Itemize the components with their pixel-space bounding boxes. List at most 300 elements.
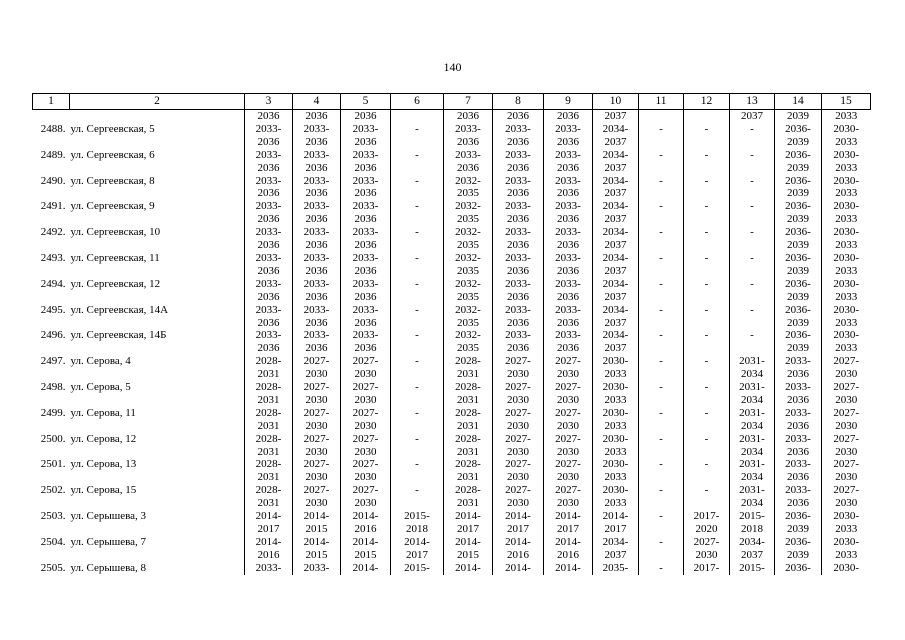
period-start: 2033- <box>544 226 593 239</box>
row-number: 2493. <box>40 251 66 264</box>
period-start: 2031- <box>730 484 775 497</box>
period-start: 2015- <box>730 562 775 575</box>
header-cell: 4 <box>293 94 341 110</box>
period-end: 2036 <box>444 136 493 149</box>
period-start: 2027- <box>822 433 871 446</box>
period-start: 2014- <box>293 510 341 523</box>
table-row <box>33 355 871 368</box>
period-start: 2033- <box>245 175 293 188</box>
period-end: 2034 <box>730 394 775 407</box>
period-start: 2036- <box>775 252 822 265</box>
period-start: 2027- <box>341 407 391 420</box>
period-start: 2032- <box>444 252 493 265</box>
period-end: 2033 <box>593 497 639 510</box>
period-end: 2037 <box>593 136 639 149</box>
period-end: 2030 <box>493 420 544 433</box>
period-start: - <box>639 562 684 575</box>
period-start: 2028- <box>245 381 293 394</box>
table-row-continued <box>33 162 871 175</box>
period-start: 2033- <box>245 123 293 136</box>
period-end: 2030 <box>822 420 871 433</box>
period-start: 2036- <box>775 226 822 239</box>
row-number: 2501. <box>40 458 66 471</box>
period-end <box>639 342 684 355</box>
table-row-continued <box>33 136 871 149</box>
period-start: 2014- <box>444 510 493 523</box>
period-start: 2030- <box>593 407 639 420</box>
period-end: 2031 <box>444 420 493 433</box>
period-start: - <box>391 149 444 162</box>
period-end: 2030 <box>544 446 593 459</box>
row-number: 2499. <box>40 406 66 419</box>
period-start: - <box>391 407 444 420</box>
row-number: 2504. <box>40 535 66 548</box>
period-start: 2033- <box>341 123 391 136</box>
header-cell: 3 <box>245 94 293 110</box>
period-end: 2036 <box>245 162 293 175</box>
period-end: 2036 <box>293 265 341 278</box>
period-end: 2030 <box>822 497 871 510</box>
period-end: 2030 <box>293 446 341 459</box>
period-start: - <box>639 123 684 136</box>
period-start: 2027- <box>293 407 341 420</box>
period-start: 2027- <box>822 484 871 497</box>
period-end: 2033 <box>822 291 871 304</box>
table-row <box>33 175 871 188</box>
period-end <box>639 213 684 226</box>
period-end: 2036 <box>775 446 822 459</box>
row-number: 2503. <box>40 510 66 523</box>
period-end: 2033 <box>593 368 639 381</box>
period-end: 2031 <box>444 497 493 510</box>
period-start: 2033- <box>544 252 593 265</box>
period-end: 2030 <box>544 471 593 484</box>
period-start: 2027- <box>493 355 544 368</box>
cell <box>33 239 70 252</box>
period-start: 2030- <box>822 304 871 317</box>
cell: 2036 <box>493 110 544 123</box>
street-address: ул. Сергеевская, 12 <box>70 277 161 290</box>
period-end: 2039 <box>775 187 822 200</box>
header-cell: 6 <box>391 94 444 110</box>
period-end: 2033 <box>593 471 639 484</box>
row-number: 2489. <box>40 148 66 161</box>
street-address: ул. Серышева, 3 <box>70 510 147 523</box>
period-end: 2035 <box>444 342 493 355</box>
period-start: 2027- <box>493 433 544 446</box>
street-address: ул. Сергеевская, 10 <box>70 226 161 239</box>
street-address: ул. Серова, 4 <box>70 355 131 368</box>
table-row <box>33 226 871 239</box>
table-row <box>33 200 871 213</box>
table-row <box>33 562 871 575</box>
period-start: 2027- <box>341 433 391 446</box>
period-end <box>639 394 684 407</box>
table-row <box>33 433 871 446</box>
period-start: 2033- <box>293 304 341 317</box>
cell: 2037 <box>593 110 639 123</box>
cell <box>33 394 70 407</box>
period-start: 2030- <box>822 226 871 239</box>
period-end: 2031 <box>245 497 293 510</box>
period-end: 2036 <box>245 317 293 330</box>
period-end <box>639 471 684 484</box>
period-start: 2028- <box>245 407 293 420</box>
period-start: - <box>684 226 730 239</box>
period-start: 2027- <box>544 484 593 497</box>
period-start: - <box>639 252 684 265</box>
period-start: - <box>730 304 775 317</box>
period-start: 2036- <box>775 175 822 188</box>
cell <box>70 291 245 304</box>
street-address: ул. Серышева, 8 <box>70 561 147 574</box>
period-end: 2030 <box>293 394 341 407</box>
period-end <box>730 265 775 278</box>
period-end: 2031 <box>245 420 293 433</box>
period-start: 2027- <box>341 381 391 394</box>
period-end <box>639 136 684 149</box>
header-cell: 2 <box>70 94 245 110</box>
row-number: 2505. <box>40 561 66 574</box>
period-start: 2034- <box>593 304 639 317</box>
cell <box>33 265 70 278</box>
period-start: - <box>391 304 444 317</box>
period-end <box>684 471 730 484</box>
period-end: 2017 <box>544 523 593 536</box>
period-end: 2033 <box>822 187 871 200</box>
period-end: 2036 <box>493 265 544 278</box>
period-end: 2036 <box>775 471 822 484</box>
period-end: 2039 <box>775 265 822 278</box>
period-end: 2034 <box>730 446 775 459</box>
period-end: 2037 <box>593 317 639 330</box>
period-start: 2027- <box>544 407 593 420</box>
period-end: 2035 <box>444 291 493 304</box>
period-start: 2030- <box>822 278 871 291</box>
period-end: 2033 <box>822 523 871 536</box>
period-start: - <box>391 381 444 394</box>
period-start: - <box>391 484 444 497</box>
period-end <box>730 317 775 330</box>
period-end: 2030 <box>293 368 341 381</box>
header-cell: 11 <box>639 94 684 110</box>
period-end: 2036 <box>293 162 341 175</box>
table-row-continued <box>33 265 871 278</box>
period-end: 2030 <box>341 394 391 407</box>
period-start: 2015- <box>391 562 444 575</box>
period-end: 2030 <box>544 420 593 433</box>
period-start: 2033- <box>245 278 293 291</box>
period-start: - <box>730 149 775 162</box>
period-start: 2033- <box>245 226 293 239</box>
period-end <box>391 239 444 252</box>
period-end: 2030 <box>544 394 593 407</box>
period-end <box>639 523 684 536</box>
period-end: 2036 <box>493 187 544 200</box>
period-start: 2033- <box>775 381 822 394</box>
period-end: 2037 <box>730 549 775 562</box>
period-end: 2034 <box>730 420 775 433</box>
table-row <box>33 278 871 291</box>
cell <box>33 368 70 381</box>
period-end: 2036 <box>245 265 293 278</box>
period-end <box>391 446 444 459</box>
period-end: 2030 <box>822 368 871 381</box>
period-end: 2033 <box>822 317 871 330</box>
period-start: 2027- <box>822 381 871 394</box>
period-start: 2027- <box>293 458 341 471</box>
period-start: 2027- <box>544 355 593 368</box>
period-start: 2033- <box>245 252 293 265</box>
period-start: - <box>391 175 444 188</box>
period-end: 2016 <box>493 549 544 562</box>
period-end <box>639 368 684 381</box>
period-end: 2031 <box>444 368 493 381</box>
period-start: 2034- <box>593 200 639 213</box>
period-end: 2036 <box>341 239 391 252</box>
period-start: 2032- <box>444 304 493 317</box>
period-start: 2034- <box>593 536 639 549</box>
period-start: 2027- <box>684 536 730 549</box>
period-start: - <box>639 510 684 523</box>
period-start: 2033- <box>341 226 391 239</box>
period-start: 2034- <box>593 278 639 291</box>
period-start: 2033- <box>293 226 341 239</box>
period-start: 2033- <box>444 123 493 136</box>
period-start: - <box>684 433 730 446</box>
street-address: ул. Серова, 11 <box>70 406 136 419</box>
period-start: - <box>730 123 775 136</box>
period-end: 2036 <box>293 239 341 252</box>
period-end: 2036 <box>341 162 391 175</box>
period-start: 2031- <box>730 355 775 368</box>
period-start: - <box>391 226 444 239</box>
row-number: 2490. <box>40 174 66 187</box>
table-row-continued <box>33 446 871 459</box>
table-row-continued <box>33 317 871 330</box>
period-end: 2036 <box>544 291 593 304</box>
period-end: 2033 <box>593 420 639 433</box>
period-end: 2020 <box>684 523 730 536</box>
street-address: ул. Сергеевская, 8 <box>70 174 155 187</box>
period-end: 2036 <box>245 187 293 200</box>
table-row-continued <box>33 549 871 562</box>
period-start: 2034- <box>593 175 639 188</box>
period-end <box>730 291 775 304</box>
cell <box>70 420 245 433</box>
period-end: 2036 <box>493 239 544 252</box>
period-start: 2027- <box>544 433 593 446</box>
period-start: 2028- <box>444 484 493 497</box>
period-end: 2037 <box>593 213 639 226</box>
period-end: 2030 <box>493 446 544 459</box>
period-end: 2016 <box>245 549 293 562</box>
period-start: - <box>639 433 684 446</box>
period-end <box>639 265 684 278</box>
period-end: 2031 <box>444 394 493 407</box>
cell <box>70 239 245 252</box>
cell <box>70 136 245 149</box>
period-start: 2030- <box>822 536 871 549</box>
period-end: 2036 <box>293 291 341 304</box>
period-start: 2034- <box>593 329 639 342</box>
period-start: 2036- <box>775 200 822 213</box>
row-number: 2488. <box>40 122 66 135</box>
period-start: 2027- <box>822 458 871 471</box>
cell <box>70 342 245 355</box>
period-start: 2033- <box>544 304 593 317</box>
cell: 2036 <box>341 110 391 123</box>
table-row-continued <box>33 420 871 433</box>
row-number: 2502. <box>40 484 66 497</box>
period-end: 2035 <box>444 239 493 252</box>
period-end: 2030 <box>293 471 341 484</box>
period-start: - <box>391 433 444 446</box>
period-end: 2037 <box>593 549 639 562</box>
row-number: 2495. <box>40 303 66 316</box>
period-start: 2027- <box>493 458 544 471</box>
period-start: - <box>639 484 684 497</box>
period-end <box>684 420 730 433</box>
period-end <box>730 187 775 200</box>
period-start: 2033- <box>544 329 593 342</box>
period-end: 2036 <box>341 187 391 200</box>
table-row-continued <box>33 187 871 200</box>
period-start: - <box>639 226 684 239</box>
table-row <box>33 123 871 136</box>
period-end: 2036 <box>341 317 391 330</box>
street-address: ул. Серова, 15 <box>70 484 137 497</box>
period-start: - <box>730 329 775 342</box>
period-start: - <box>684 407 730 420</box>
street-address: ул. Серова, 13 <box>70 458 137 471</box>
period-end: 2030 <box>822 471 871 484</box>
header-cell: 12 <box>684 94 730 110</box>
cell <box>70 523 245 536</box>
period-end: 2035 <box>444 265 493 278</box>
period-start: 2028- <box>245 433 293 446</box>
period-end <box>639 239 684 252</box>
period-end: 2015 <box>444 549 493 562</box>
header-cell: 15 <box>822 94 871 110</box>
period-start: 2036- <box>775 329 822 342</box>
table-row <box>33 510 871 523</box>
street-address: ул. Сергеевская, 5 <box>70 122 155 135</box>
period-end: 2031 <box>444 446 493 459</box>
period-start: - <box>639 175 684 188</box>
period-end: 2030 <box>493 368 544 381</box>
period-end: 2035 <box>444 317 493 330</box>
period-start: 2027- <box>341 484 391 497</box>
period-end: 2036 <box>341 291 391 304</box>
period-start: 2030- <box>822 252 871 265</box>
header-cell: 5 <box>341 94 391 110</box>
period-end: 2030 <box>822 394 871 407</box>
period-start: - <box>684 123 730 136</box>
period-start: - <box>391 200 444 213</box>
period-start: - <box>684 355 730 368</box>
period-start: 2014- <box>493 510 544 523</box>
period-start: - <box>391 123 444 136</box>
period-end <box>684 213 730 226</box>
street-address: ул. Серова, 12 <box>70 432 137 445</box>
period-end: 2036 <box>341 342 391 355</box>
period-start: 2014- <box>593 510 639 523</box>
row-number: 2498. <box>40 381 66 394</box>
period-start: 2030- <box>822 123 871 136</box>
period-start: 2033- <box>775 433 822 446</box>
period-end: 2036 <box>245 213 293 226</box>
period-start: - <box>684 175 730 188</box>
period-start: 2033- <box>293 278 341 291</box>
street-address: ул. Сергеевская, 14Б <box>70 329 167 342</box>
period-start: 2034- <box>593 252 639 265</box>
period-start: 2017- <box>684 562 730 575</box>
period-start: 2033- <box>493 329 544 342</box>
period-start: 2033- <box>493 252 544 265</box>
period-start: 2033- <box>293 562 341 575</box>
period-start: 2033- <box>493 226 544 239</box>
period-start: 2036- <box>775 149 822 162</box>
table-row <box>33 329 871 342</box>
period-end: 2017 <box>493 523 544 536</box>
period-start: 2014- <box>245 536 293 549</box>
period-start: - <box>639 407 684 420</box>
table-row-continued <box>33 523 871 536</box>
cell <box>33 446 70 459</box>
cell: 2036 <box>245 110 293 123</box>
period-start: 2014- <box>341 510 391 523</box>
cell <box>33 110 70 123</box>
period-start: 2033- <box>775 484 822 497</box>
period-start: - <box>391 278 444 291</box>
period-start: 2031- <box>730 407 775 420</box>
period-start: 2027- <box>293 355 341 368</box>
cell <box>33 420 70 433</box>
period-start: 2014- <box>341 562 391 575</box>
period-start: - <box>684 484 730 497</box>
header-cell: 8 <box>493 94 544 110</box>
period-start: 2033- <box>293 200 341 213</box>
period-end: 2036 <box>544 213 593 226</box>
schedule-table <box>32 93 871 575</box>
period-start: 2033- <box>544 149 593 162</box>
street-address: ул. Сергеевская, 11 <box>70 251 160 264</box>
cell <box>33 342 70 355</box>
period-end: 2036 <box>293 136 341 149</box>
period-end <box>684 446 730 459</box>
period-start: 2028- <box>444 381 493 394</box>
period-end <box>684 317 730 330</box>
table-row <box>33 149 871 162</box>
cell <box>391 110 444 123</box>
period-end: 2033 <box>822 213 871 226</box>
street-address: ул. Сергеевская, 14А <box>70 303 169 316</box>
cell <box>70 265 245 278</box>
period-start: 2033- <box>444 149 493 162</box>
period-start: - <box>639 458 684 471</box>
header-cell: 7 <box>444 94 493 110</box>
period-end: 2030 <box>293 420 341 433</box>
period-start: 2028- <box>444 433 493 446</box>
period-end: 2036 <box>293 342 341 355</box>
period-end <box>684 265 730 278</box>
period-end <box>391 497 444 510</box>
period-end <box>391 420 444 433</box>
period-end <box>391 368 444 381</box>
period-start: 2032- <box>444 226 493 239</box>
period-start: 2033- <box>293 149 341 162</box>
